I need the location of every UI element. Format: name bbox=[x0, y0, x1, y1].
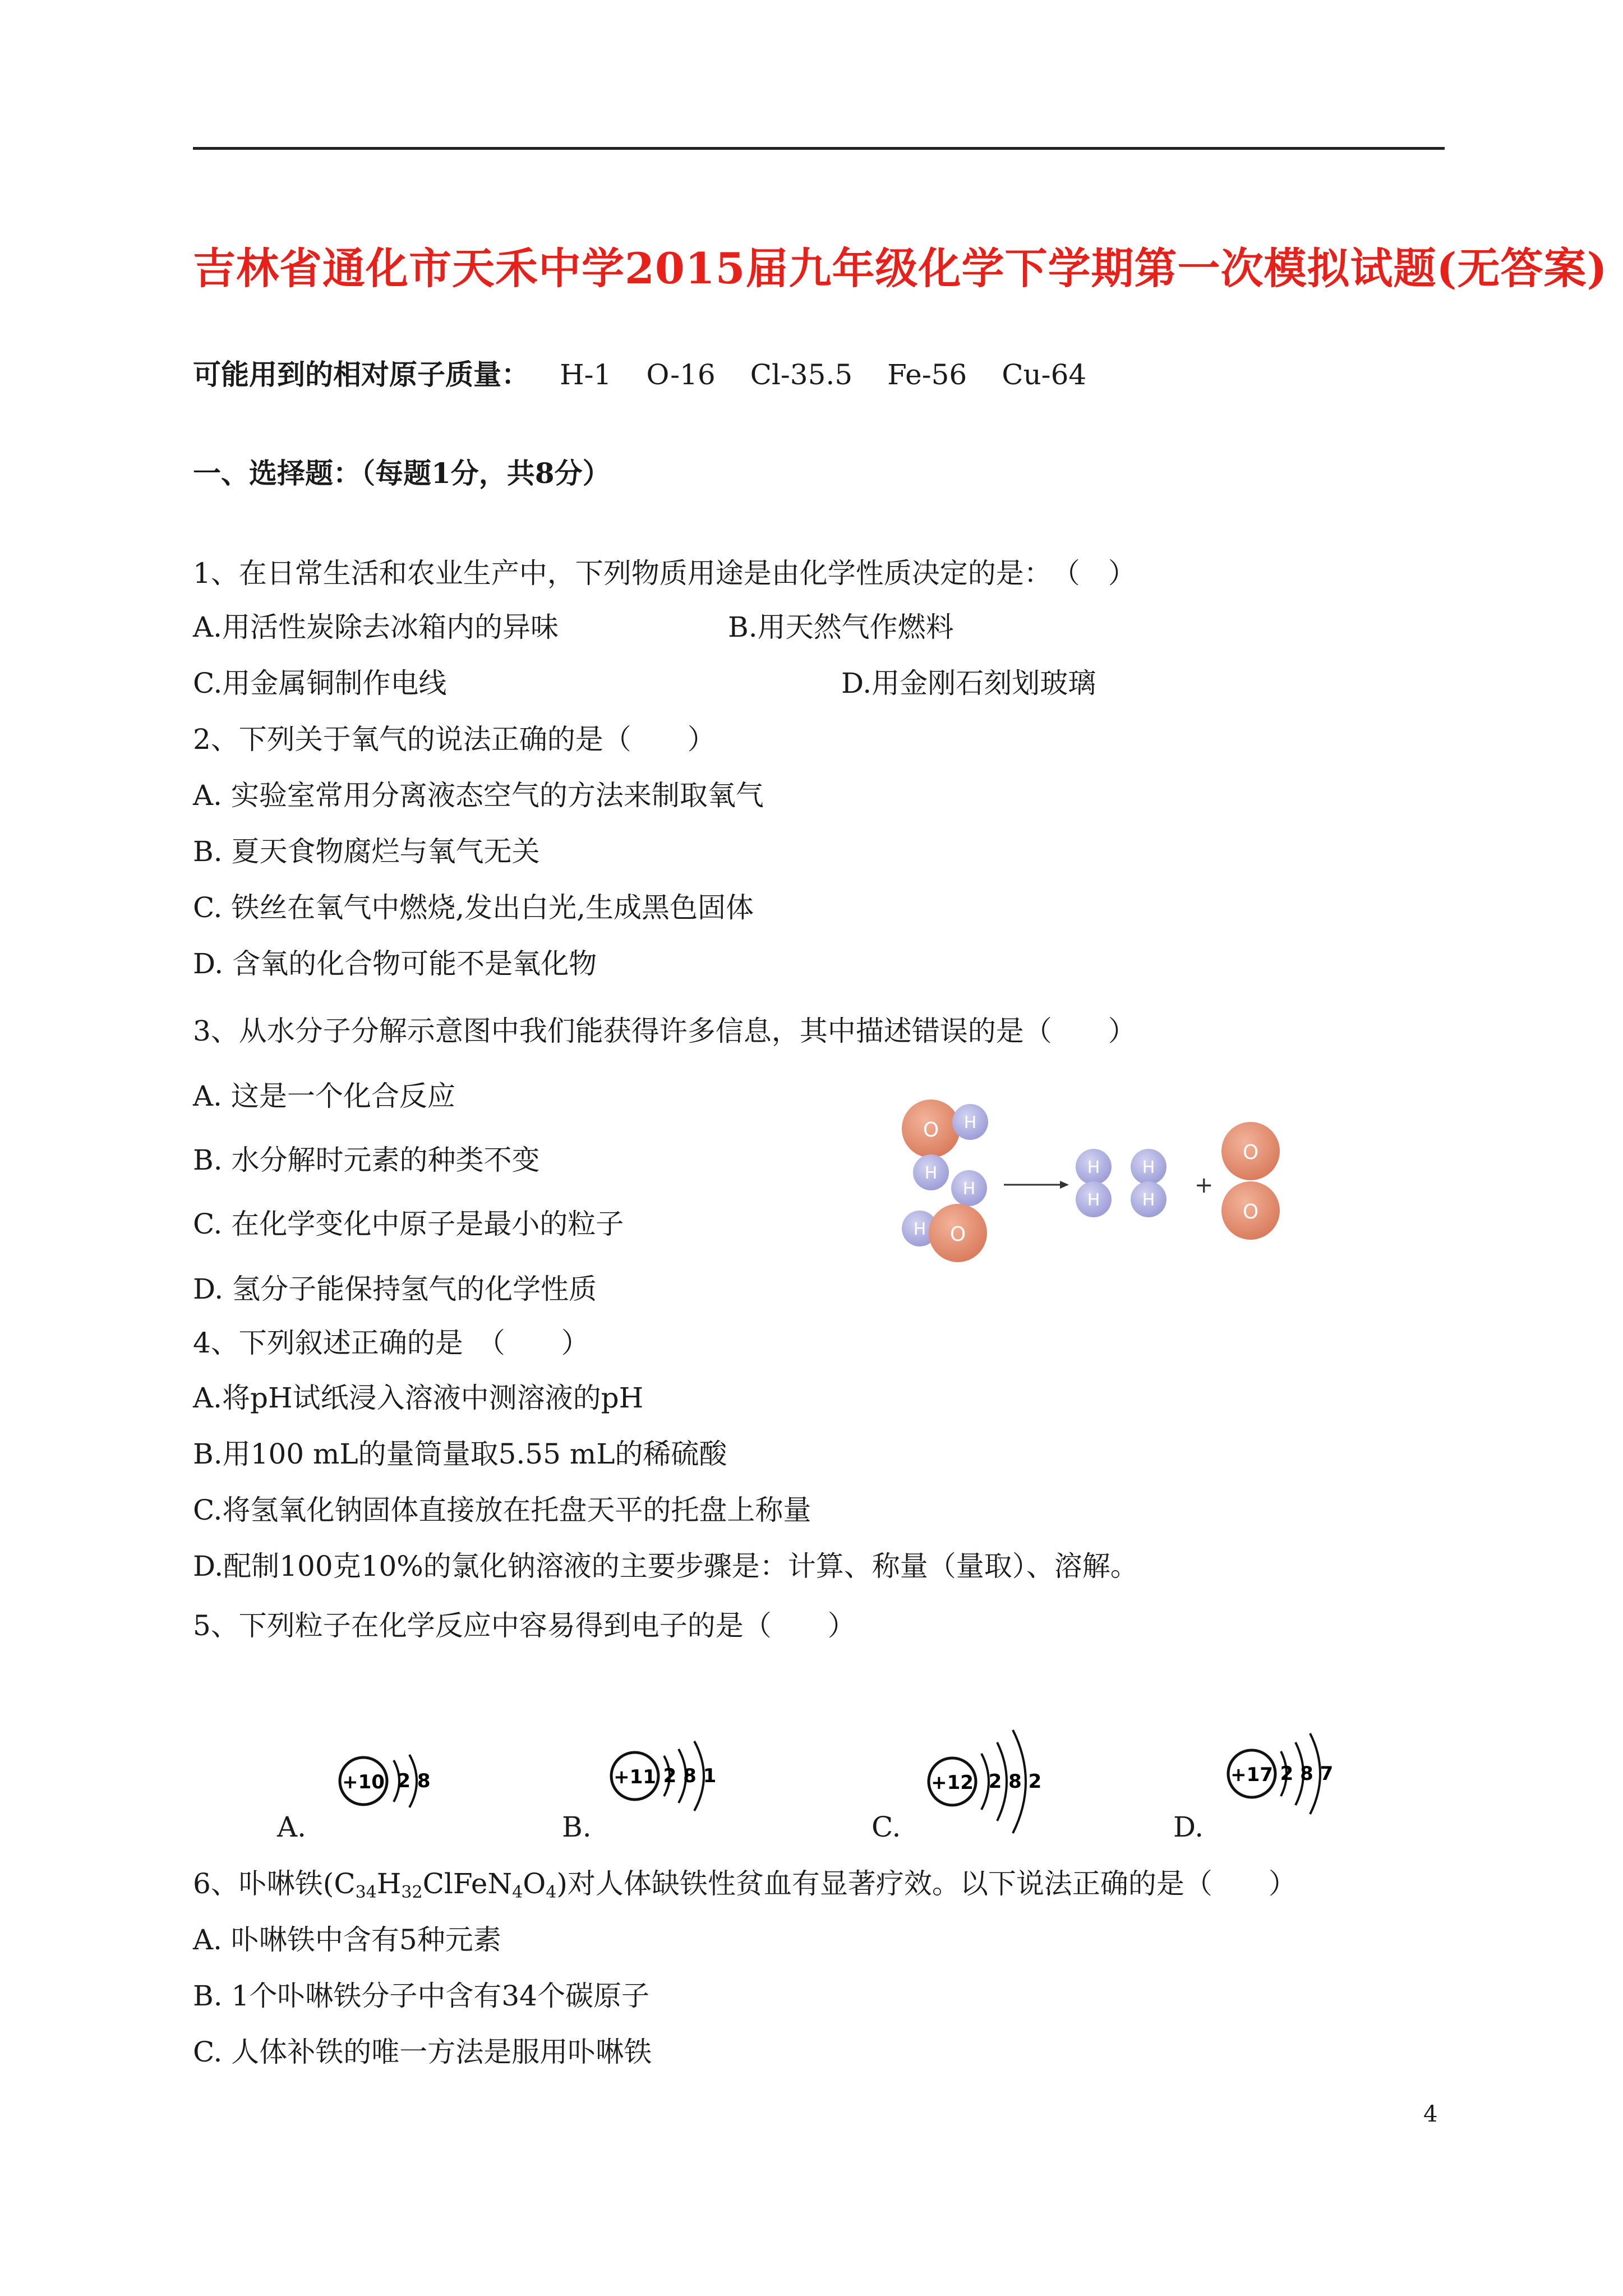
atom-structure-c bbox=[920, 1717, 1077, 1846]
q2-option-d: D. 含氧的化合物可能不是氧化物 bbox=[193, 947, 597, 980]
q2-option-a: A. 实验室常用分离液态空气的方法来制取氧气 bbox=[193, 779, 764, 812]
svg-text:O: O bbox=[1242, 1200, 1259, 1223]
svg-text:+11: +11 bbox=[614, 1766, 656, 1788]
reaction-arrow bbox=[1004, 1181, 1069, 1189]
q1-option-d: D.用金刚石刻划玻璃 bbox=[841, 667, 1096, 700]
svg-text:H: H bbox=[913, 1220, 926, 1239]
svg-text:2 8 2: 2 8 2 bbox=[988, 1770, 1042, 1793]
section-heading: 一、选择题：（每题1分，共8分） bbox=[193, 457, 611, 490]
q1-option-b: B.用天然气作燃料 bbox=[728, 611, 954, 643]
svg-text:H: H bbox=[962, 1179, 976, 1199]
atom-structure-a bbox=[331, 1733, 454, 1840]
page-number: 4 bbox=[1423, 2101, 1438, 2127]
svg-text:+12: +12 bbox=[931, 1772, 974, 1794]
hydrogen-atom bbox=[1131, 1149, 1166, 1185]
svg-text:O: O bbox=[949, 1223, 966, 1246]
q4-option-d: D.配制100克10%的氯化钠溶液的主要步骤是：计算、称量（量取）、溶解。 bbox=[193, 1550, 1138, 1582]
plus-sign: + bbox=[1195, 1172, 1214, 1198]
header-rule bbox=[193, 147, 1445, 150]
q3-option-c: C. 在化学变化中原子是最小的粒子 bbox=[193, 1208, 624, 1240]
hydrogen-atom bbox=[952, 1104, 988, 1140]
oxygen-atom bbox=[902, 1099, 960, 1158]
q6-option-a: A. 卟啉铁中含有5种元素 bbox=[193, 1924, 501, 1956]
svg-text:H: H bbox=[1142, 1190, 1155, 1210]
hydrogen-atom bbox=[1131, 1181, 1166, 1217]
q5-option-d-label: D. bbox=[1173, 1811, 1204, 1843]
q3-stem: 3、从水分子分解示意图中我们能获得许多信息，其中描述错误的是（ ） bbox=[193, 1015, 1136, 1047]
q6-stem-post: )对人体缺铁性贫血有显著疗效。以下说法正确的是（ ） bbox=[556, 1867, 1297, 1900]
q6-option-b: B. 1个卟啉铁分子中含有34个碳原子 bbox=[193, 1980, 649, 2012]
mass-fe: Fe-56 bbox=[887, 358, 967, 391]
q1-option-a: A.用活性炭除去冰箱内的异味 bbox=[193, 611, 559, 643]
svg-text:H: H bbox=[963, 1113, 977, 1133]
svg-text:H: H bbox=[1142, 1158, 1155, 1177]
hydrogen-atom bbox=[1076, 1181, 1112, 1217]
atom-structure-d bbox=[1223, 1717, 1363, 1829]
q3-option-a: A. 这是一个化合反应 bbox=[193, 1080, 455, 1112]
q6-option-c: C. 人体补铁的唯一方法是服用卟啉铁 bbox=[193, 2036, 652, 2068]
q5-option-b-label: B. bbox=[562, 1811, 592, 1843]
page-title: 吉林省通化市天禾中学2015届九年级化学下学期第一次模拟试题(无答案) bbox=[193, 243, 1608, 293]
atomic-masses bbox=[193, 357, 1121, 393]
q1-stem: 1、在日常生活和农业生产中，下列物质用途是由化学性质决定的是： （ ） bbox=[193, 557, 1136, 590]
hydrogen-atom bbox=[1076, 1149, 1112, 1185]
q1-option-c: C.用金属铜制作电线 bbox=[193, 667, 447, 700]
svg-text:H: H bbox=[1087, 1158, 1100, 1177]
mass-o: O-16 bbox=[646, 358, 716, 391]
q5-stem: 5、下列粒子在化学反应中容易得到电子的是（ ） bbox=[193, 1609, 856, 1642]
oxygen-atom bbox=[1221, 1122, 1280, 1180]
water-decomposition-diagram bbox=[892, 1088, 1318, 1273]
mass-cl: Cl-35.5 bbox=[750, 358, 853, 391]
q6-formula: $C_{34}H_{32}ClFeN_4O_4$ bbox=[334, 1867, 557, 1902]
svg-text:2 8 1: 2 8 1 bbox=[663, 1765, 717, 1787]
q3-option-b: B. 水分解时元素的种类不变 bbox=[193, 1144, 540, 1176]
svg-text:2 8 7: 2 8 7 bbox=[1280, 1763, 1334, 1785]
svg-text:H: H bbox=[924, 1163, 938, 1183]
atomic-masses-label: 可能用到的相对原子质量： bbox=[193, 358, 529, 391]
svg-text:H: H bbox=[1087, 1190, 1100, 1210]
oxygen-atom bbox=[929, 1204, 987, 1262]
svg-text:+10: +10 bbox=[342, 1771, 385, 1793]
hydrogen-atom bbox=[913, 1154, 949, 1190]
mass-cu: Cu-64 bbox=[1002, 358, 1087, 391]
q2-option-c: C. 铁丝在氧气中燃烧,发出白光,生成黑色固体 bbox=[193, 891, 754, 924]
hydrogen-atom bbox=[951, 1170, 987, 1206]
mass-h: H-1 bbox=[560, 358, 612, 391]
q4-option-c: C.将氢氧化钠固体直接放在托盘天平的托盘上称量 bbox=[193, 1494, 811, 1526]
atom-structure-b bbox=[606, 1728, 746, 1840]
q3-option-d: D. 氢分子能保持氢气的化学性质 bbox=[193, 1273, 597, 1305]
q2-stem: 2、下列关于氧气的说法正确的是（ ） bbox=[193, 723, 716, 756]
q4-option-b: B.用100 mL的量筒量取5.55 mL的稀硫酸 bbox=[193, 1438, 727, 1470]
q4-option-a: A.将pH试纸浸入溶液中测溶液的pH bbox=[193, 1382, 644, 1414]
q6-stem bbox=[193, 1866, 1297, 1902]
q2-option-b: B. 夏天食物腐烂与氧气无关 bbox=[193, 835, 540, 868]
svg-text:2 8: 2 8 bbox=[397, 1770, 431, 1792]
q6-stem-pre: 6、卟啉铁( bbox=[193, 1867, 334, 1900]
q5-option-c-label: C. bbox=[872, 1811, 901, 1843]
q5-option-a-label: A. bbox=[277, 1811, 307, 1843]
svg-text:O: O bbox=[923, 1119, 939, 1142]
svg-text:O: O bbox=[1242, 1141, 1259, 1164]
svg-text:+17: +17 bbox=[1230, 1764, 1273, 1786]
oxygen-atom bbox=[1221, 1181, 1280, 1240]
q4-stem: 4、下列叙述正确的是 （ ） bbox=[193, 1327, 589, 1359]
